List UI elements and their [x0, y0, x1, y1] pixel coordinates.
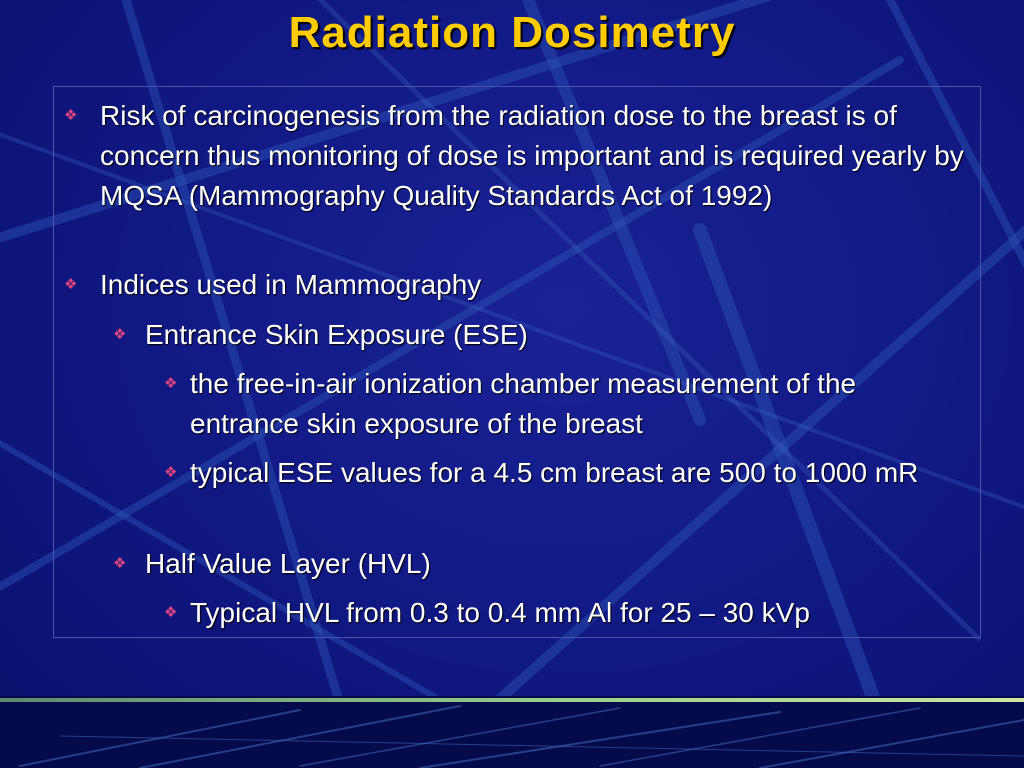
bullet-item: [164, 364, 960, 444]
footer-divider-line: [0, 698, 1024, 702]
diamond-bullet-icon: ❖: [64, 107, 78, 124]
diamond-bullet-icon: ❖: [164, 375, 178, 392]
bullet-item: [64, 96, 970, 216]
footer-streaks: [0, 696, 1024, 768]
diamond-bullet-icon: ❖: [64, 276, 78, 293]
diamond-bullet-icon: ❖: [113, 326, 127, 343]
bullet-item: [164, 453, 960, 493]
bullet-text: typical ESE values for a 4.5 cm breast are 500 to 1000 mR: [190, 457, 919, 488]
bullet-text: the free-in-air ionization chamber measurement of the entrance skin exposure of the breast: [190, 368, 857, 439]
bullet-item: [113, 544, 965, 584]
footer-band: [0, 696, 1024, 768]
bullet-item: [64, 265, 970, 305]
diamond-bullet-icon: ❖: [164, 464, 178, 481]
bullet-text: Half Value Layer (HVL): [145, 548, 431, 579]
bullet-text: Indices used in Mammography: [100, 269, 482, 300]
bullet-text: Risk of carcinogenesis from the radiation dose to the breast is of concern thus monitoring of dose is important and is required yearly by MQSA (Mammography Quality Standards Act of 1992): [100, 100, 964, 211]
bullet-item: [113, 315, 965, 355]
bullet-text: Entrance Skin Exposure (ESE): [145, 319, 528, 350]
slide-title: Radiation Dosimetry: [288, 8, 736, 57]
bullet-item: [164, 593, 960, 633]
diamond-bullet-icon: ❖: [164, 604, 178, 621]
diamond-bullet-icon: ❖: [113, 555, 127, 572]
bullet-text: Typical HVL from 0.3 to 0.4 mm Al for 25 – 30 kVp: [190, 597, 810, 628]
